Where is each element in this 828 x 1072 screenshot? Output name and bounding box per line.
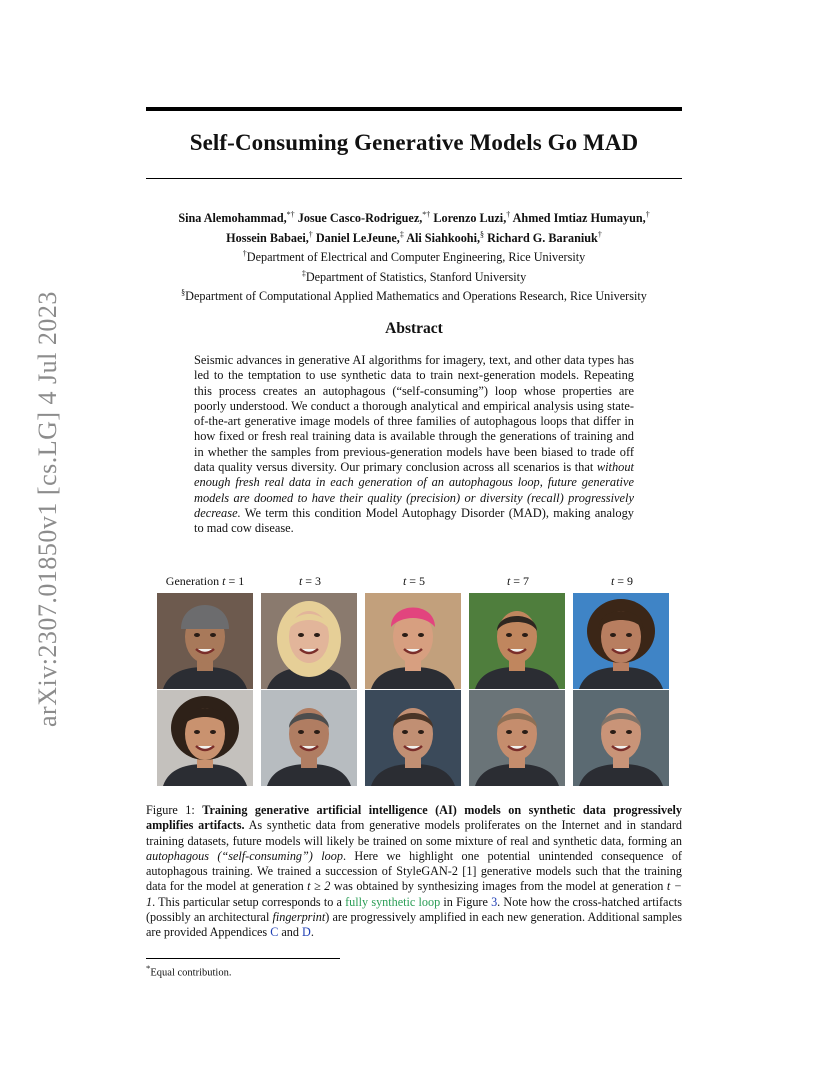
author-name: Ahmed Imtiaz Humayun,	[512, 211, 646, 226]
face-image	[365, 690, 461, 786]
appendix-d-link[interactable]: D	[302, 925, 311, 940]
author-line-1	[120, 207, 708, 227]
author-mark: †	[645, 210, 650, 219]
author-line-2	[120, 227, 708, 247]
arxiv-watermark: arXiv:2307.01850v1 [cs.LG] 4 Jul 2023	[33, 291, 62, 727]
author-name: Lorenzo Luzi,	[433, 211, 507, 226]
generation-label: t = 5	[402, 574, 426, 588]
author-mark: *†	[422, 210, 431, 219]
face-image	[469, 593, 565, 689]
author-mark: §	[480, 229, 485, 239]
generation-label: t = 3	[298, 574, 322, 588]
author-name: Hossein Babaei,	[226, 230, 309, 245]
face-image	[157, 690, 253, 786]
math: t − 1	[146, 879, 682, 909]
face-image	[573, 593, 669, 689]
face-image	[157, 593, 253, 689]
affiliation-mark: ‡	[301, 268, 306, 278]
generation-label: t = 9	[610, 574, 634, 588]
author-mark: *†	[286, 210, 295, 219]
abstract-text: Seismic advances in generative AI algorithms for imagery, text, and other data types has led to the temptation to use synthetic data to train next-generation models. Repeating this process creates an autophagous (“self-consuming”) loop whose properties are poorly understood. We conduct a thorough analytical and empirical analysis using state-of-the-art generative image models of three families of autophagous loops that differ in how fixed or fresh real training data is available through the generations of training and in whether the samples from previous-generation models have been biased to trade off data quality versus diversity. Our primary conclusion across all scenarios is that without enough fresh real data in each generation of an autophagous loop, future generative models are doomed to have their quality (precision) or diversity (recall) progressively decrease. We term this condition Model Autophagy Disorder (MAD), making analogy to mad cow disease.	[194, 353, 634, 536]
appendix-c-link[interactable]: C	[270, 925, 279, 940]
caption-bold: Training generative artificial intelligence (AI) models on synthetic data progressively amplifies artifacts.	[146, 803, 682, 833]
paper-title: Self-Consuming Generative Models Go MAD	[189, 130, 639, 155]
figure-label: Figure 1:	[146, 803, 203, 817]
face-image	[261, 593, 357, 689]
author-name: Josue Casco-Rodriguez,	[297, 211, 423, 226]
author-mark: †	[597, 229, 602, 239]
face-image	[573, 690, 669, 786]
author-mark: †	[506, 210, 511, 219]
abstract-emphasis: without enough fresh real data in each generation of an autophagous loop, future generative models are doomed to have their quality (precision) or diversity (recall) progressively decrease.	[194, 460, 634, 520]
footnote: *Equal contribution.	[146, 963, 232, 979]
author-mark: †	[308, 229, 313, 239]
footnote-rule	[146, 958, 340, 959]
face-image	[261, 690, 357, 786]
generation-label: t = 7	[506, 574, 530, 588]
author-name: Sina Alemohammad,	[178, 211, 287, 226]
affiliation: †Department of Electrical and Computer Engineering, Rice University	[242, 249, 586, 265]
title-bottom-rule	[146, 178, 682, 179]
affiliation-mark: †	[242, 249, 247, 259]
figure-3-link[interactable]: 3	[491, 894, 498, 909]
title-top-rule	[146, 107, 682, 111]
affiliation: §Department of Computational Applied Mathematics and Operations Research, Rice University	[181, 288, 647, 304]
author-block	[120, 207, 708, 305]
author-name: Daniel LeJeune,	[315, 230, 400, 245]
face-image	[469, 690, 565, 786]
abstract-heading: Abstract	[385, 320, 443, 337]
fully-synthetic-loop-link[interactable]: fully synthetic loop	[345, 894, 441, 909]
face-image	[365, 593, 461, 689]
author-mark: ‡	[399, 229, 404, 239]
affiliation-mark: §	[181, 288, 186, 298]
math: t ≥ 2	[307, 879, 331, 894]
generation-label: Generation t = 1	[165, 574, 245, 588]
author-name: Richard G. Baraniuk	[487, 230, 598, 245]
footnote-mark: *	[146, 963, 151, 973]
affiliation: ‡Department of Statistics, Stanford University	[301, 268, 527, 284]
author-name: Ali Siahkoohi,	[406, 230, 481, 245]
figure-caption: Figure 1: Training generative artificial intelligence (AI) models on synthetic data progressively amplifies artifacts. As synthetic data from generative models proliferates on the Internet and in standard training datasets, future models will likely be trained on some mixture of real and synthetic data, forming an autophagous (“self-consuming”) loop. Here we highlight one potential unintended consequence of autophagous training. We trained a succession of StyleGAN-2 [1] generative models such that the training data for the model at generation t ≥ 2 was obtained by synthesizing images from the model at generation t − 1. This particular setup corresponds to a fully synthetic loop in Figure 3. Note how the cross-hatched artifacts (possibly an architectural fingerprint) are progressively amplified in each new generation. Additional samples are provided Appendices C and D.	[146, 803, 682, 940]
